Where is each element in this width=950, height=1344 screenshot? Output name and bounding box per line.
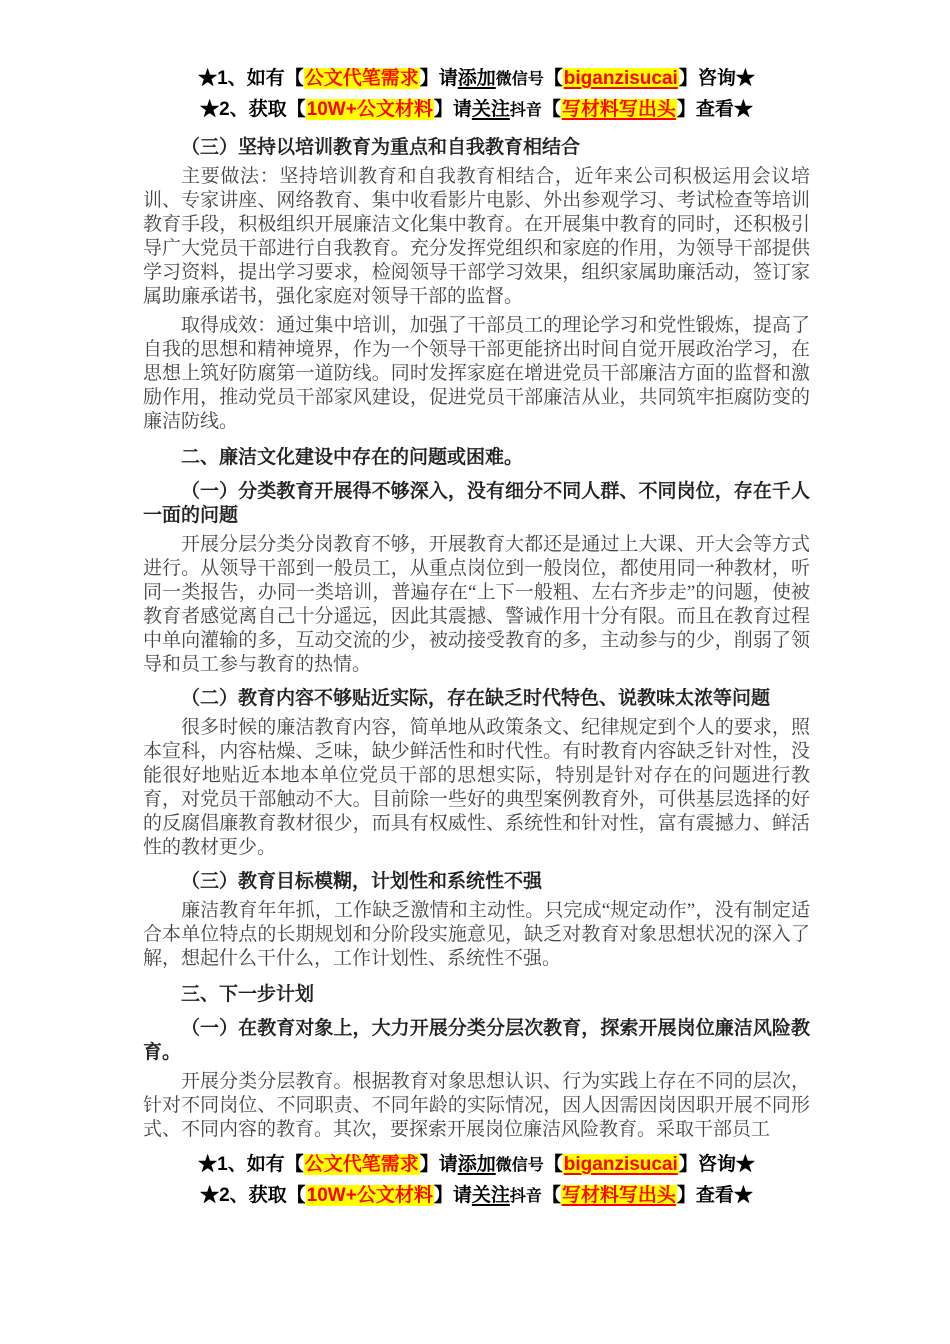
chapter-heading-3-next-plan: 三、下一步计划 [181, 984, 315, 1005]
promo-text: 【 [541, 1185, 561, 1206]
promo-platform-wechat: 微信号 [495, 1157, 544, 1174]
section-heading-3-training-education: （三）坚持以培训教育为重点和自我教育相结合 [181, 137, 581, 158]
promo-douyin-id: 写材料写出头 [561, 99, 676, 120]
promo-text: 【 [543, 68, 563, 89]
promo-text: 】查看★ [676, 1185, 753, 1206]
section-heading-1-classified-education: （一）分类教育开展得不够深入，没有细分不同人群、不同岗位，存在千人一面的问题 [143, 481, 810, 526]
promo-text: ★1、如有【 [198, 68, 304, 89]
paragraph-achievements: 取得成效：通过集中培训，加强了干部员工的理论学习和党性锻炼，提高了自我的思想和精神境界，作为一个领导干部更能挤出时间自觉开展政治学习，在思想上筑好防腐第一道防线。同时发挥家庭在增进党员干部廉洁方面的监督和激励作用，推动党员干部家风建设，促进党员干部廉洁从业，共同筑牢拒腐防变的廉洁防线。 [143, 315, 810, 432]
paragraph-goal-vague: 廉洁教育年年抓，工作缺乏激情和主动性。只完成“规定动作”，没有制定适合本单位特点的长期规划和分阶段实施意见，缺乏对教育对象思想状况的深入了解，想起什么干什么，工作计划性、系统性不强。 [143, 900, 810, 969]
paragraph-layered-education-plan: 开展分类分层教育。根据教育对象思想认识、行为实践上存在不同的层次，针对不同岗位、不同职责、不同年龄的实际情况，因人因需因岗因职开展不同形式、不同内容的教育。其次，要探索开展岗位廉洁风险教育。采取干部员工 [143, 1071, 810, 1140]
promo-wechat-id: biganzisucai [563, 1154, 678, 1175]
promo-text: 】请 [419, 1154, 458, 1175]
promo-text: ★2、获取【 [200, 1185, 306, 1206]
promo-footer-line-2 [143, 1181, 810, 1212]
promo-footer-line-1 [143, 1150, 810, 1181]
promo-footer [143, 1150, 810, 1212]
section-heading-3-goal-vague: （三）教育目标模糊，计划性和系统性不强 [181, 871, 543, 892]
promo-text: ★2、获取【 [200, 99, 306, 120]
promo-text: 】咨询★ [678, 1154, 755, 1175]
promo-action-add: 添加 [457, 1154, 496, 1175]
promo-header-line-2 [143, 95, 810, 126]
promo-text: 】请 [433, 99, 472, 120]
paragraph-classified-education-issue: 开展分层分类分岗教育不够，开展教育大都还是通过上大课、开大会等方式进行。从领导干部到一般员工，从重点岗位到一般岗位，都使用同一种教材，听同一类报告，办同一类培训，普遍存在“上下一般粗、左右齐步走”的问题，使被教育者感觉离自己十分遥远，因此其震撼、警诫作用十分有限。而且在教育过程中单向灌输的多，互动交流的少，被动接受教育的多，主动参与的少，削弱了领导和员工参与教育的热情。 [143, 534, 810, 675]
section-heading-1-education-targets: （一）在教育对象上，大力开展分类分层次教育，探索开展岗位廉洁风险教育。 [143, 1018, 810, 1063]
promo-text: 】查看★ [676, 99, 753, 120]
promo-douyin-id: 写材料写出头 [561, 1185, 676, 1206]
section-heading-2-content-issue: （二）教育内容不够贴近实际，存在缺乏时代特色、说教味太浓等问题 [181, 688, 771, 709]
promo-text: 【 [543, 1154, 563, 1175]
document-body [143, 136, 810, 1142]
promo-platform-douyin: 抖音 [509, 1188, 542, 1205]
promo-header-line-1 [143, 64, 810, 95]
promo-text: 】请 [433, 1185, 472, 1206]
promo-highlight-service: 公文代笔需求 [304, 1154, 419, 1175]
promo-platform-wechat: 微信号 [495, 71, 544, 88]
promo-wechat-id: biganzisucai [563, 68, 678, 89]
promo-action-follow: 关注 [471, 1185, 510, 1206]
promo-highlight-materials: 10W+公文材料 [306, 99, 433, 120]
promo-action-follow: 关注 [471, 99, 510, 120]
promo-highlight-service: 公文代笔需求 [304, 68, 419, 89]
promo-header [143, 64, 810, 126]
promo-text: 】咨询★ [678, 68, 755, 89]
promo-action-add: 添加 [457, 68, 496, 89]
promo-text: 【 [541, 99, 561, 120]
promo-highlight-materials: 10W+公文材料 [306, 1185, 433, 1206]
paragraph-content-issue: 很多时候的廉洁教育内容，简单地从政策条文、纪律规定到个人的要求，照本宣科，内容枯燥、乏味，缺少鲜活性和时代性。有时教育内容缺乏针对性，没能很好地贴近本地本单位党员干部的思想实际，特别是针对存在的问题进行教育，对党员干部触动不大。目前除一些好的典型案例教育外，可供基层选择的好的反腐倡廉教育教材很少，而具有权威性、系统性和针对性，富有震撼力、鲜活性的教材更少。 [143, 717, 810, 858]
promo-text: 】请 [419, 68, 458, 89]
promo-platform-douyin: 抖音 [509, 102, 542, 119]
promo-text: ★1、如有【 [198, 1154, 304, 1175]
paragraph-main-practices: 主要做法：坚持培训教育和自我教育相结合，近年来公司积极运用会议培训、专家讲座、网络教育、集中收看影片电影、外出参观学习、考试检查等培训教育手段，积极组织开展廉洁文化集中教育。在开展集中教育的同时，还积极引导广大党员干部进行自我教育。充分发挥党组织和家庭的作用，为领导干部提供学习资料，提出学习要求，检阅领导干部学习效果，组织家属助廉活动，签订家属助廉承诺书，强化家庭对领导干部的监督。 [143, 166, 810, 307]
chapter-heading-2-problems: 二、廉洁文化建设中存在的问题或困难。 [181, 447, 524, 468]
